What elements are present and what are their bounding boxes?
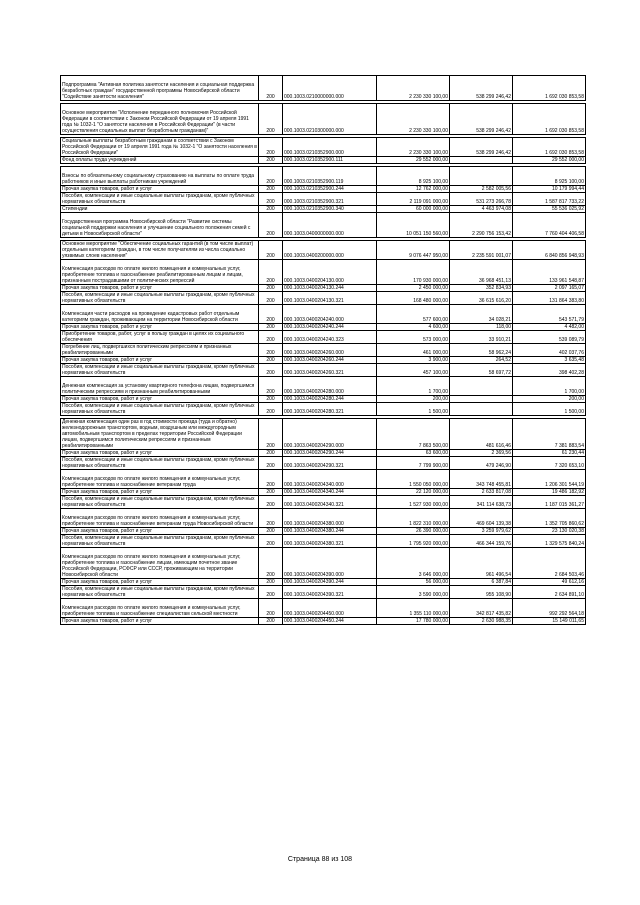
table-row: [61, 104, 586, 135]
row-classification-code-cell: 000.1003.0400204280.321: [283, 403, 377, 416]
row-remaining-amount-cell: 133 961 548,87: [513, 260, 586, 285]
row-remaining-amount-cell: 7 381 883,54: [513, 419, 586, 450]
row-code-cell: 200: [259, 76, 283, 101]
row-classification-code-cell: 000.1003.0400204390.000: [283, 548, 377, 579]
row-name-cell: Денежная компенсация один раз в год стоимости проезда (туда и обратно) железнодорожным транспортом, водным, воздушным или междугородным автомобильным транспортом в пределах территории Российской Федерации лицам, подвергшимся политическим репрессиям и признанным реабилитированными: [61, 419, 259, 450]
row-approved-amount-cell: 26 390 000,00: [377, 528, 450, 535]
row-approved-amount-cell: 457 100,00: [377, 364, 450, 377]
row-classification-code-cell: 000.1003.0400204340.244: [283, 489, 377, 496]
row-classification-code-cell: 000.1003.0400204450.000: [283, 599, 377, 618]
row-classification-code-cell: 000.1003.0400204380.244: [283, 528, 377, 535]
row-approved-amount-cell: 2 230 330 100,00: [377, 104, 450, 135]
row-classification-code-cell: 000.1003.0210352900.111: [283, 157, 377, 164]
row-approved-amount-cell: 1 500,00: [377, 403, 450, 416]
row-remaining-amount-cell: 1 692 030 853,58: [513, 138, 586, 157]
row-remaining-amount-cell: 55 536 025,92: [513, 206, 586, 213]
budget-execution-table: [60, 75, 586, 625]
row-remaining-amount-cell: 49 612,16: [513, 579, 586, 586]
row-approved-amount-cell: 461 000,00: [377, 344, 450, 357]
row-name-cell: Компенсация части расходов на проведение кадастровых работ отдельным категориям граждан, проживающим на территории Новосибирской области: [61, 305, 259, 324]
table-row: [61, 305, 586, 324]
row-approved-amount-cell: 573 000,00: [377, 331, 450, 344]
row-approved-amount-cell: 2 230 330 100,00: [377, 76, 450, 101]
row-executed-amount-cell: 538 299 246,42: [450, 104, 513, 135]
table-row: [61, 206, 586, 213]
row-code-cell: 200: [259, 489, 283, 496]
row-executed-amount-cell: 58 697,72: [450, 364, 513, 377]
table-row: [61, 535, 586, 548]
row-remaining-amount-cell: 6 840 856 948,93: [513, 241, 586, 260]
table-row: [61, 419, 586, 450]
table-row: [61, 496, 586, 509]
table-row: [61, 331, 586, 344]
row-classification-code-cell: 000.1003.0400204260.244: [283, 357, 377, 364]
row-executed-amount-cell: 2 290 756 153,42: [450, 213, 513, 238]
row-name-cell: Прочая закупка товаров, работ и услуг: [61, 285, 259, 292]
row-code-cell: 200: [259, 535, 283, 548]
row-name-cell: Пособия, компенсации и иные социальные выплаты гражданам, кроме публичных нормативных обязательств: [61, 292, 259, 305]
row-classification-code-cell: 000.1003.0400204390.244: [283, 579, 377, 586]
row-classification-code-cell: 000.1003.0400204290.321: [283, 457, 377, 470]
row-executed-amount-cell: 2 369,56: [450, 450, 513, 457]
row-code-cell: 200: [259, 548, 283, 579]
row-name-cell: Прочая закупка товаров, работ и услуг: [61, 186, 259, 193]
row-executed-amount-cell: 264,52: [450, 357, 513, 364]
table-row: [61, 489, 586, 496]
row-name-cell: Компенсация расходов по оплате жилого помещения и коммунальных услуг, приобретение топлива и газоснабжение ветеранам труда Новосибирской области: [61, 509, 259, 528]
row-remaining-amount-cell: 10 179 994,44: [513, 186, 586, 193]
row-classification-code-cell: 000.1003.0210000000.000: [283, 76, 377, 101]
row-approved-amount-cell: 63 600,00: [377, 450, 450, 457]
row-code-cell: 200: [259, 528, 283, 535]
table-row: [61, 285, 586, 292]
row-code-cell: 200: [259, 457, 283, 470]
row-code-cell: 200: [259, 377, 283, 396]
row-remaining-amount-cell: 1 206 301 544,19: [513, 470, 586, 489]
row-code-cell: 200: [259, 599, 283, 618]
row-executed-amount-cell: 955 108,90: [450, 586, 513, 599]
row-approved-amount-cell: 7 799 900,00: [377, 457, 450, 470]
table-row: [61, 344, 586, 357]
row-executed-amount-cell: [450, 167, 513, 186]
table-row: [61, 157, 586, 164]
table-row: [61, 599, 586, 618]
row-code-cell: 200: [259, 579, 283, 586]
row-code-cell: 200: [259, 496, 283, 509]
table-row: [61, 186, 586, 193]
row-approved-amount-cell: 17 780 000,00: [377, 618, 450, 625]
row-approved-amount-cell: 3 646 000,00: [377, 548, 450, 579]
row-name-cell: Социальные выплаты безработным гражданам в соответствии с Законом Российской Федерации от 19 апреля 1991 года № 1032-1 "О занятости населения в Российской Федерации": [62, 138, 257, 156]
row-classification-code-cell: 000.1003.0400204340.321: [283, 496, 377, 509]
row-code-cell: 200: [259, 396, 283, 403]
table-row: [61, 579, 586, 586]
row-remaining-amount-cell: 15 149 011,65: [513, 618, 586, 625]
table-row: [61, 470, 586, 489]
row-executed-amount-cell: 118,00: [450, 324, 513, 331]
row-name-cell: Прочая закупка товаров, работ и услуг: [61, 579, 259, 586]
row-classification-code-cell: 000.1003.0400204280.000: [283, 377, 377, 396]
row-classification-code-cell: 000.1003.0210352900.340: [283, 206, 377, 213]
row-approved-amount-cell: 29 552 000,00: [377, 157, 450, 164]
row-approved-amount-cell: 56 000,00: [377, 579, 450, 586]
row-executed-amount-cell: 34 028,21: [450, 305, 513, 324]
row-approved-amount-cell: 1 527 930 000,00: [377, 496, 450, 509]
row-executed-amount-cell: 4 463 974,08: [450, 206, 513, 213]
row-name-cell: Основное мероприятие "Исполнение переданного полномочия Российской Федерации в соответствии с Законом Российской Федерации от 19 апреля 1991 года № 1032-1 "О занятости населения в Российской Федерации" (в части осуществления социальных выплат безработным гражданам)": [61, 104, 259, 135]
row-executed-amount-cell: 479 246,90: [450, 457, 513, 470]
row-code-cell: 200: [259, 186, 283, 193]
row-code-cell: 200: [259, 241, 283, 260]
row-executed-amount-cell: 58 962,24: [450, 344, 513, 357]
row-classification-code-cell: 000.1003.0400204380.000: [283, 509, 377, 528]
row-executed-amount-cell: [450, 377, 513, 396]
row-name-cell: Пособия, компенсации и иные социальные выплаты гражданам, кроме публичных нормативных обязательств: [61, 403, 259, 416]
row-name-cell: Прочая закупка товаров, работ и услуг: [61, 528, 259, 535]
row-code-cell: 200: [259, 344, 283, 357]
row-name-cell: Государственная программа Новосибирской области "Развитие системы социальной поддержки населения и улучшение социального положения семей с детьми в Новосибирской области": [61, 213, 259, 238]
row-name-cell: Компенсация расходов по оплате жилого помещения и коммунальных услуг, приобретение топлива и газоснабжение ветеранам труда: [61, 470, 259, 489]
row-remaining-amount-cell: 4 482,00: [513, 324, 586, 331]
row-approved-amount-cell: 22 120 000,00: [377, 489, 450, 496]
row-code-cell: 200: [259, 193, 283, 206]
row-approved-amount-cell: 2 119 091 000,00: [377, 193, 450, 206]
row-code-cell: 200: [259, 305, 283, 324]
row-code-cell: 200: [259, 324, 283, 331]
row-approved-amount-cell: 170 930 000,00: [377, 260, 450, 285]
row-classification-code-cell: 000.1003.0210352900.000: [283, 138, 377, 157]
row-approved-amount-cell: 200,00: [377, 396, 450, 403]
table-row: [61, 357, 586, 364]
row-remaining-amount-cell: 1 500,00: [513, 403, 586, 416]
row-code-cell: 200: [259, 331, 283, 344]
row-code-cell: 200: [259, 285, 283, 292]
row-classification-code-cell: 000.1003.0400204240.244: [283, 324, 377, 331]
row-classification-code-cell: 000.1003.0400204130.244: [283, 285, 377, 292]
row-remaining-amount-cell: 1 329 575 840,24: [513, 535, 586, 548]
table-row: [61, 241, 586, 260]
row-approved-amount-cell: 1 822 310 000,00: [377, 509, 450, 528]
row-code-cell: 200: [259, 403, 283, 416]
table-row: [61, 364, 586, 377]
row-code-cell: 200: [259, 157, 283, 164]
row-remaining-amount-cell: 1 700,00: [513, 377, 586, 396]
row-code-cell: 200: [259, 470, 283, 489]
row-remaining-amount-cell: 1 587 817 733,22: [513, 193, 586, 206]
row-classification-code-cell: 000.1003.0400204240.323: [283, 331, 377, 344]
row-remaining-amount-cell: 2 097 165,07: [513, 285, 586, 292]
table-row: [61, 457, 586, 470]
row-name-cell: Пособия, компенсации и иные социальные выплаты гражданам, кроме публичных нормативных обязательств: [61, 586, 259, 599]
row-executed-amount-cell: 538 299 246,42: [450, 138, 513, 157]
row-remaining-amount-cell: 61 230,44: [513, 450, 586, 457]
row-remaining-amount-cell: 8 925 100,00: [513, 167, 586, 186]
row-approved-amount-cell: 2 450 000,00: [377, 285, 450, 292]
row-classification-code-cell: 000.1003.0210300000.000: [283, 104, 377, 135]
row-name-cell: Прочая закупка товаров, работ и услуг: [61, 618, 259, 625]
row-name-cell: Основное мероприятие "Обеспечение социальных гарантий (в том числе выплат) отдельным категориям граждан, в том числе получателям из числа социально уязвимых слоев населения": [61, 241, 259, 260]
row-executed-amount-cell: 481 616,46: [450, 419, 513, 450]
row-approved-amount-cell: 2 230 330 100,00: [377, 138, 450, 157]
row-approved-amount-cell: 1 355 110 000,00: [377, 599, 450, 618]
row-remaining-amount-cell: 200,00: [513, 396, 586, 403]
row-executed-amount-cell: 3 259 979,62: [450, 528, 513, 535]
row-name-cell: Подпрограмма "Активная политика занятости населения и социальная поддержка безработных граждан" государственной программы Новосибирской области "Содействие занятости населения": [61, 76, 259, 101]
row-classification-code-cell: 000.1003.0400204380.321: [283, 535, 377, 548]
table-row: [61, 586, 586, 599]
row-remaining-amount-cell: 1 187 015 361,27: [513, 496, 586, 509]
row-remaining-amount-cell: 1 352 705 860,62: [513, 509, 586, 528]
row-approved-amount-cell: 60 000 000,00: [377, 206, 450, 213]
row-executed-amount-cell: 531 273 266,78: [450, 193, 513, 206]
row-name-cell: Взносы по обязательному социальному страхованию на выплаты по оплате труда работников и иные выплаты работникам учреждений: [61, 167, 259, 186]
row-name-cell: Прочая закупка товаров, работ и услуг: [61, 357, 259, 364]
row-remaining-amount-cell: 7 760 404 406,58: [513, 213, 586, 238]
row-remaining-amount-cell: 29 552 000,00: [513, 157, 586, 164]
row-name-cell: Пособия, компенсации и иные социальные выплаты гражданам, кроме публичных нормативных обязательств: [61, 457, 259, 470]
row-executed-amount-cell: 2 235 591 001,07: [450, 241, 513, 260]
row-executed-amount-cell: 36 615 616,20: [450, 292, 513, 305]
row-classification-code-cell: 000.1003.0400204290.000: [283, 419, 377, 450]
row-approved-amount-cell: 8 925 100,00: [377, 167, 450, 186]
row-classification-code-cell: 000.1003.0400204260.000: [283, 344, 377, 357]
row-executed-amount-cell: 6 387,84: [450, 579, 513, 586]
row-classification-code-cell: 000.1003.0400204390.321: [283, 586, 377, 599]
row-code-cell: 200: [259, 213, 283, 238]
row-remaining-amount-cell: 1 692 030 853,58: [513, 104, 586, 135]
row-name-cell: Компенсация расходов по оплате жилого помещения и коммунальных услуг, приобретение топлива и газоснабжение реабилитированным лицам и лицам, признанным пострадавшими от политических репрессий: [61, 260, 259, 285]
row-name-cell: Прочая закупка товаров, работ и услуг: [61, 324, 259, 331]
table-row: [61, 260, 586, 285]
row-classification-code-cell: 000.1003.0210352900.321: [283, 193, 377, 206]
table-row: [61, 138, 586, 157]
row-executed-amount-cell: 343 748 455,81: [450, 470, 513, 489]
row-approved-amount-cell: 3 900,00: [377, 357, 450, 364]
row-remaining-amount-cell: 398 402,28: [513, 364, 586, 377]
row-name-cell: Денежная компенсация за установку квартирного телефона лицам, подвергшимся политическим репрессиям и признанным реабилитированными: [61, 377, 259, 396]
row-classification-code-cell: 000.1003.0400204240.000: [283, 305, 377, 324]
row-remaining-amount-cell: 2 634 891,10: [513, 586, 586, 599]
row-classification-code-cell: 000.1003.0400204290.244: [283, 450, 377, 457]
row-name-cell: Прочая закупка товаров, работ и услуг: [61, 396, 259, 403]
row-name-cell: Прочая закупка товаров, работ и услуг: [61, 450, 259, 457]
row-name-cell: Пособия, компенсации и иные социальные выплаты гражданам, кроме публичных нормативных обязательств: [61, 496, 259, 509]
table-row: [61, 324, 586, 331]
row-executed-amount-cell: 2 630 988,35: [450, 618, 513, 625]
row-approved-amount-cell: 1 700,00: [377, 377, 450, 396]
table-row: [61, 403, 586, 416]
row-approved-amount-cell: 12 762 000,00: [377, 186, 450, 193]
row-code-cell: 200: [259, 509, 283, 528]
row-approved-amount-cell: 3 590 000,00: [377, 586, 450, 599]
table-row: [61, 450, 586, 457]
row-name-cell: Стипендии: [61, 206, 259, 213]
row-code-cell: 200: [259, 586, 283, 599]
row-classification-code-cell: 000.1003.0400204130.000: [283, 260, 377, 285]
row-name-cell: Компенсация расходов по оплате жилого помещения и коммунальных услуг, приобретение топлива и газоснабжение специалистам сельской местности: [61, 599, 259, 618]
row-code-cell: 200: [259, 618, 283, 625]
row-approved-amount-cell: 7 863 500,00: [377, 419, 450, 450]
table-row: [61, 377, 586, 396]
table-row: [61, 213, 586, 238]
row-code-cell: 200: [259, 167, 283, 186]
row-name-cell: Компенсация расходов по оплате жилого помещения и коммунальных услуг, приобретение топлива и газоснабжение лицам, имеющим почетное звание Российской Федерации, РСФСР или СССР, проживающим на территории Новосибирской области: [61, 548, 259, 579]
row-executed-amount-cell: 36 968 451,13: [450, 260, 513, 285]
row-executed-amount-cell: [450, 157, 513, 164]
table-row: [61, 167, 586, 186]
table-row: [61, 528, 586, 535]
row-executed-amount-cell: 342 817 435,82: [450, 599, 513, 618]
row-executed-amount-cell: 33 910,21: [450, 331, 513, 344]
page-number-footer: Страница 88 из 108: [287, 856, 353, 863]
row-executed-amount-cell: 2 633 817,08: [450, 489, 513, 496]
row-executed-amount-cell: [450, 396, 513, 403]
row-code-cell: 200: [259, 364, 283, 377]
row-approved-amount-cell: 10 051 150 560,00: [377, 213, 450, 238]
row-classification-code-cell: 000.1003.0400204340.000: [283, 470, 377, 489]
row-classification-code-cell: 000.1003.0400204450.244: [283, 618, 377, 625]
row-classification-code-cell: 000.1003.0400204280.244: [283, 396, 377, 403]
table-row: [61, 548, 586, 579]
row-approved-amount-cell: 9 076 447 950,00: [377, 241, 450, 260]
row-classification-code-cell: 000.1003.0400000000.000: [283, 213, 377, 238]
table-row: [61, 509, 586, 528]
row-code-cell: 200: [259, 260, 283, 285]
row-classification-code-cell: 000.1003.0210352900.119: [283, 167, 377, 186]
row-name-cell: Пособия, компенсации и иные социальные выплаты гражданам, кроме публичных нормативных обязательств: [61, 193, 259, 206]
row-code-cell: 200: [259, 138, 283, 157]
row-remaining-amount-cell: 23 130 020,38: [513, 528, 586, 535]
row-code-cell: 200: [259, 419, 283, 450]
row-code-cell: 200: [259, 104, 283, 135]
table-row: [61, 396, 586, 403]
row-classification-code-cell: 000.1003.0400204260.321: [283, 364, 377, 377]
row-approved-amount-cell: 4 600,00: [377, 324, 450, 331]
row-classification-code-cell: 000.1003.0210352900.244: [283, 186, 377, 193]
row-approved-amount-cell: 1 795 920 000,00: [377, 535, 450, 548]
row-name-cell: Фонд оплаты труда учреждений: [61, 157, 259, 164]
row-executed-amount-cell: 961 496,54: [450, 548, 513, 579]
table-row: [61, 618, 586, 625]
table-row: [61, 193, 586, 206]
row-remaining-amount-cell: 543 571,79: [513, 305, 586, 324]
row-executed-amount-cell: 341 114 638,73: [450, 496, 513, 509]
row-name-cell: Приобретение товаров, работ, услуг в пользу граждан в целях их социального обеспечения: [61, 331, 259, 344]
row-remaining-amount-cell: 7 320 653,10: [513, 457, 586, 470]
row-remaining-amount-cell: 19 486 182,92: [513, 489, 586, 496]
row-approved-amount-cell: 577 600,00: [377, 305, 450, 324]
row-approved-amount-cell: 1 550 050 000,00: [377, 470, 450, 489]
row-executed-amount-cell: 538 299 246,42: [450, 76, 513, 101]
row-code-cell: 200: [259, 357, 283, 364]
table-body: [61, 76, 586, 625]
row-classification-code-cell: 000.1003.0400200000.000: [283, 241, 377, 260]
row-name-cell: Погребение лиц, подвергшихся политическим репрессиям и признанных реабилитированными: [61, 344, 259, 357]
row-remaining-amount-cell: 3 635,48: [513, 357, 586, 364]
row-remaining-amount-cell: 131 864 383,80: [513, 292, 586, 305]
row-code-cell: 200: [259, 450, 283, 457]
row-name-cell: Прочая закупка товаров, работ и услуг: [61, 489, 259, 496]
row-remaining-amount-cell: 1 692 030 853,58: [513, 76, 586, 101]
row-code-cell: 200: [259, 206, 283, 213]
row-executed-amount-cell: 466 344 159,76: [450, 535, 513, 548]
row-executed-amount-cell: [450, 403, 513, 416]
row-executed-amount-cell: 352 834,93: [450, 285, 513, 292]
row-remaining-amount-cell: 402 037,76: [513, 344, 586, 357]
row-executed-amount-cell: 2 582 005,56: [450, 186, 513, 193]
row-name-cell: Пособия, компенсации и иные социальные выплаты гражданам, кроме публичных нормативных обязательств: [61, 535, 259, 548]
row-remaining-amount-cell: 992 292 564,18: [513, 599, 586, 618]
row-executed-amount-cell: 469 604 139,38: [450, 509, 513, 528]
row-remaining-amount-cell: 539 089,79: [513, 331, 586, 344]
table-row: [61, 76, 586, 101]
row-name-cell: Пособия, компенсации и иные социальные выплаты гражданам, кроме публичных нормативных обязательств: [61, 364, 259, 377]
row-approved-amount-cell: 168 480 000,00: [377, 292, 450, 305]
table-row: [61, 292, 586, 305]
row-classification-code-cell: 000.1003.0400204130.321: [283, 292, 377, 305]
row-remaining-amount-cell: 2 684 503,46: [513, 548, 586, 579]
row-code-cell: 200: [259, 292, 283, 305]
